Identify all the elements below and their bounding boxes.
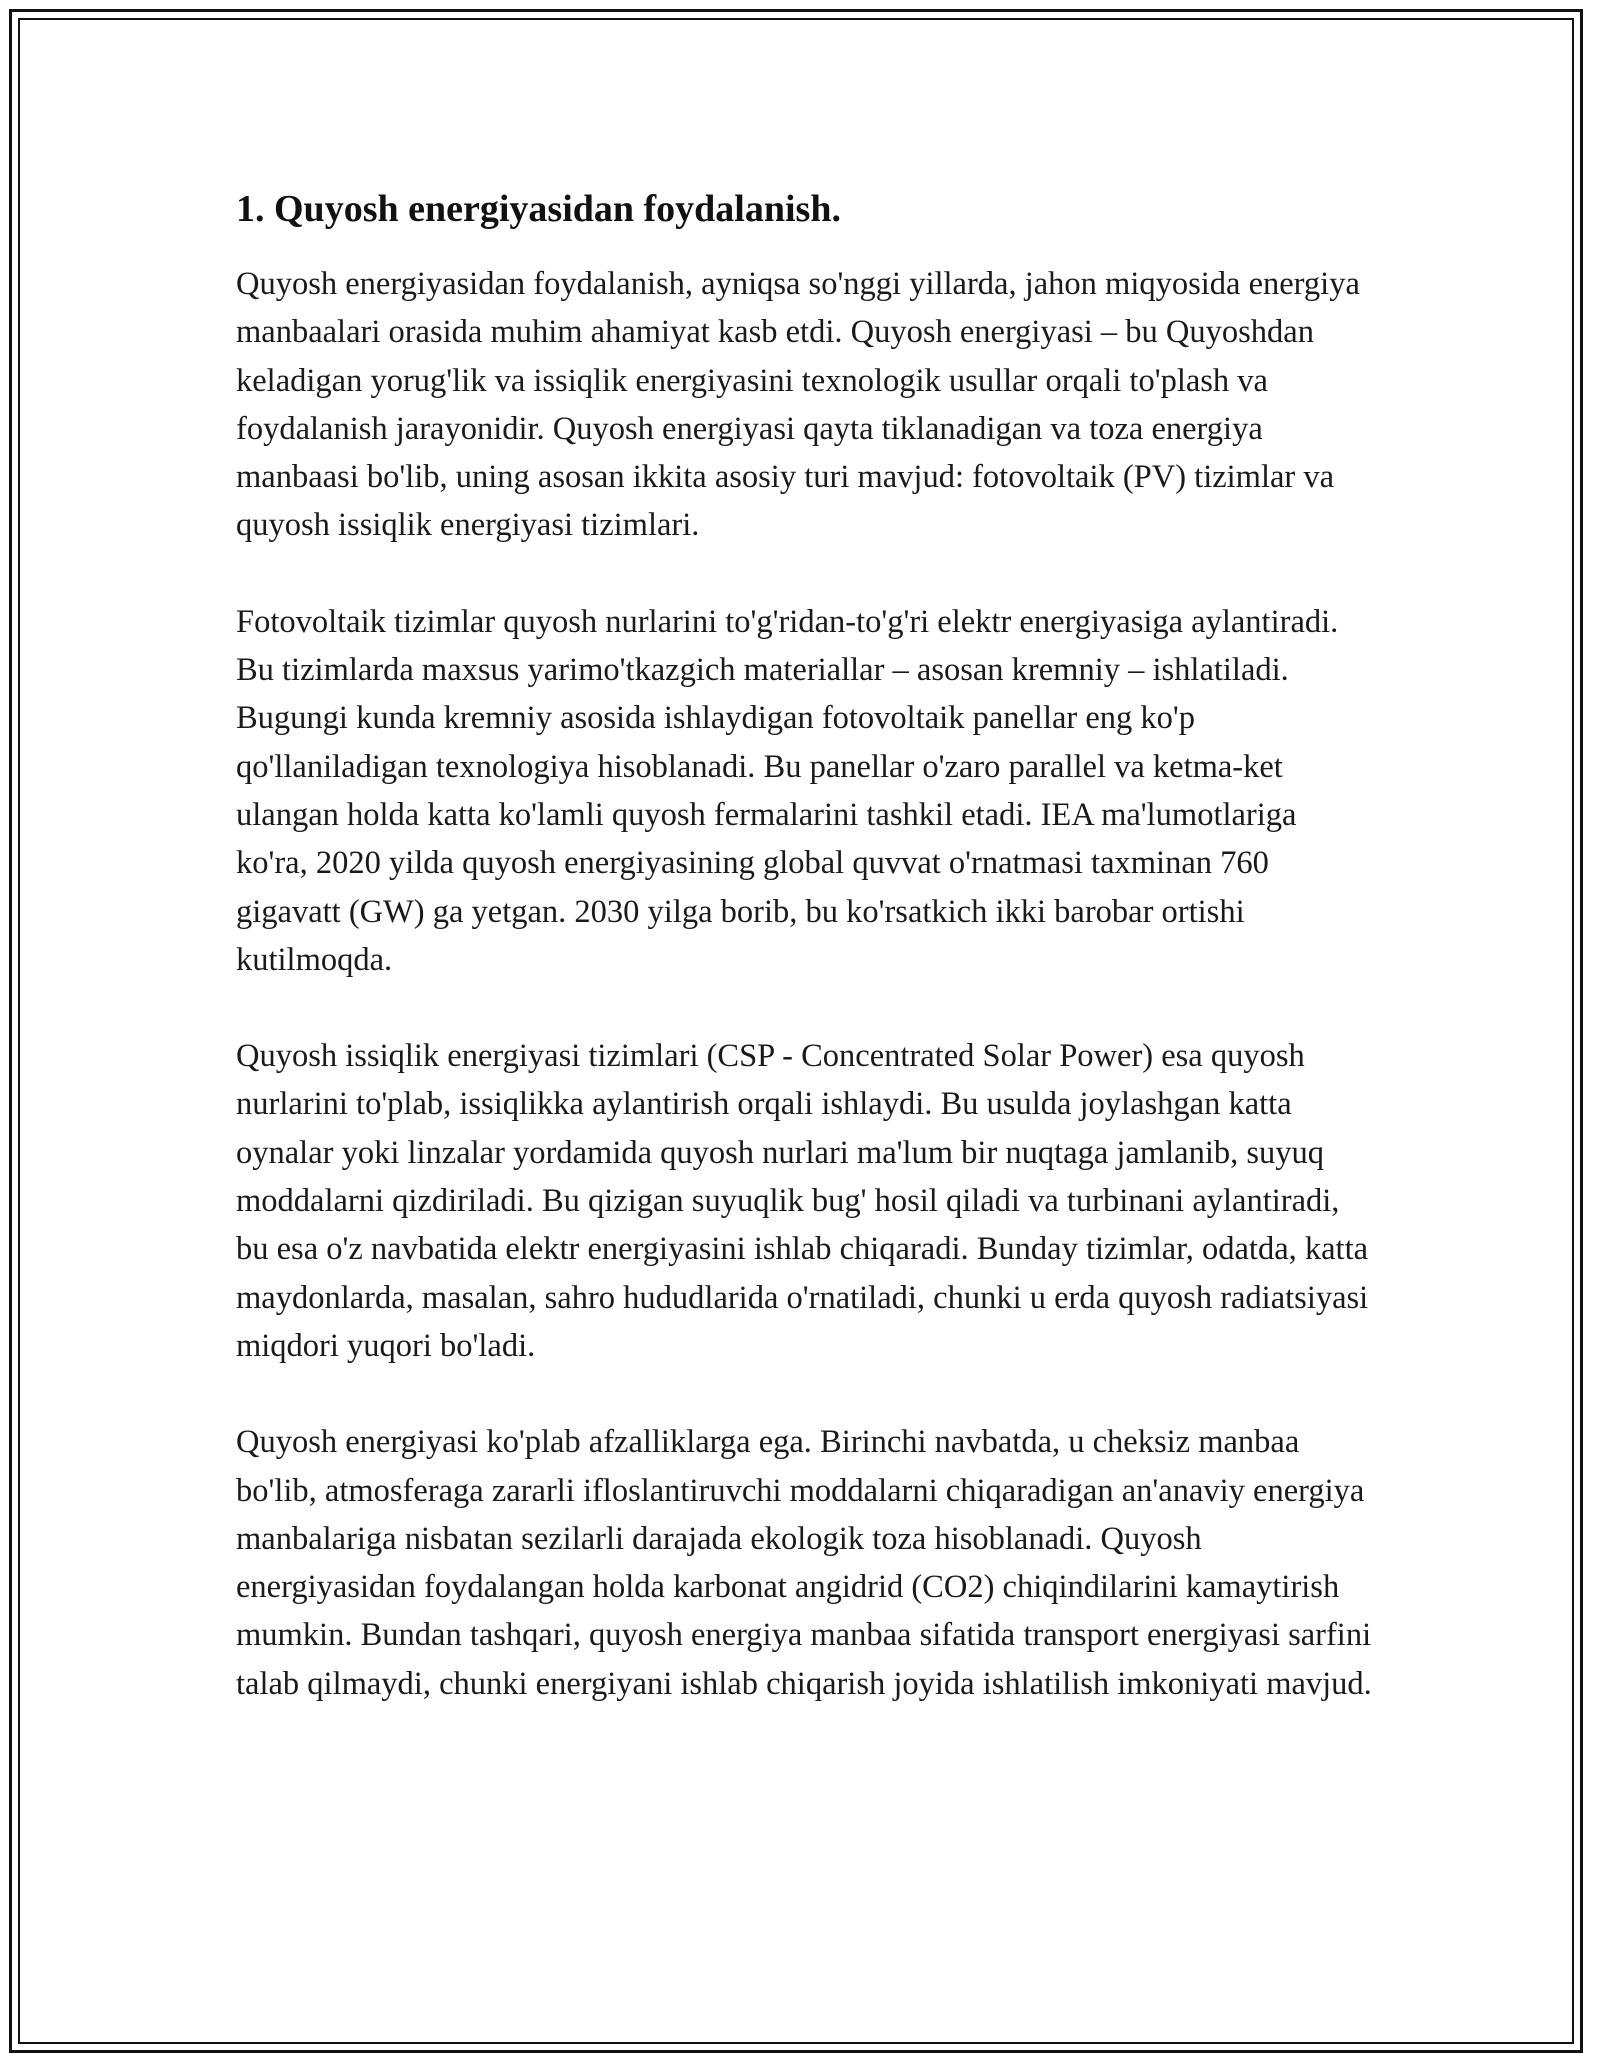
paragraph-advantages: Quyosh energiyasi ko'plab afzalliklarga ega. Birinchi navbatda, u cheksiz manbaa bo'lib, atmosferaga zararli ifloslantiruvchi moddalarni chiqaradigan an'anaviy energiya manbalariga nisbatan sezilarli darajada ekologik toza hisoblanadi. Quyosh energiyasidan foydalangan holda karbonat angidrid (CO2) chiqindilarini kamaytirish mumkin. Bundan tashqari, quyosh energiya manbaa sifatida transport energiyasi sarfini talab qilmaydi, chunki energiyani ishlab chiqarish joyida ishlatilish imkoniyati mavjud. — [236, 1424, 1372, 1702]
paragraph-photovoltaic: Fotovoltaik tizimlar quyosh nurlarini to'g'ridan-to'g'ri elektr energiyasiga aylantiradi. Bu tizimlarda maxsus yarimo'tkazgich materiallar – asosan kremniy – ishlatiladi. Bugungi kunda kremniy asosida ishlaydigan fotovoltaik panellar eng ko'p qo'llaniladigan texnologiya hisoblanadi. Bu panellar o'zaro parallel va ketma-ket ulangan holda katta ko'lamli quyosh fermalarini tashkil etadi. IEA ma'lumotlariga ko'ra, 2020 yilda quyosh energiyasining global quvvat o'rnatmasi taxminan 760 gigavatt (GW) ga yetgan. 2030 yilga borib, bu ko'rsatkich ikki barobar ortishi kutilmoqda. — [236, 603, 1339, 978]
document-body — [236, 186, 1376, 1756]
paragraph-csp: Quyosh issiqlik energiyasi tizimlari (CSP - Concentrated Solar Power) esa quyosh nurlarini to'plab, issiqlikka aylantirish orqali ishlaydi. Bu usulda joylashgan katta oynalar yoki linzalar yordamida quyosh nurlari ma'lum bir nuqtaga jamlanib, suyuq moddalarni qizdiriladi. Bu qizigan suyuqlik bug' hosil qiladi va turbinani aylantiradi, bu esa o'z navbatida elektr energiyasini ishlab chiqaradi. Bunday tizimlar, odatda, katta maydonlarda, masalan, sahro hududlarida o'rnatiladi, chunki u erda quyosh radiatsiyasi miqdori yuqori bo'ladi. — [236, 1038, 1369, 1364]
section-heading: 1. Quyosh energiyasidan foydalanish. — [236, 188, 841, 230]
paragraph-intro: Quyosh energiyasidan foydalanish, ayniqsa so'nggi yillarda, jahon miqyosida energiya manbaalari orasida muhim ahamiyat kasb etdi. Quyosh energiyasi – bu Quyoshdan keladigan yorug'lik va issiqlik energiyasini texnologik usullar orqali to'plash va foydalanish jarayonidir. Quyosh energiyasi qayta tiklanadigan va toza energiya manbaasi bo'lib, uning asosan ikkita asosiy turi mavjud: fotovoltaik (PV) tizimlar va quyosh issiqlik energiyasi tizimlari. — [236, 266, 1360, 544]
